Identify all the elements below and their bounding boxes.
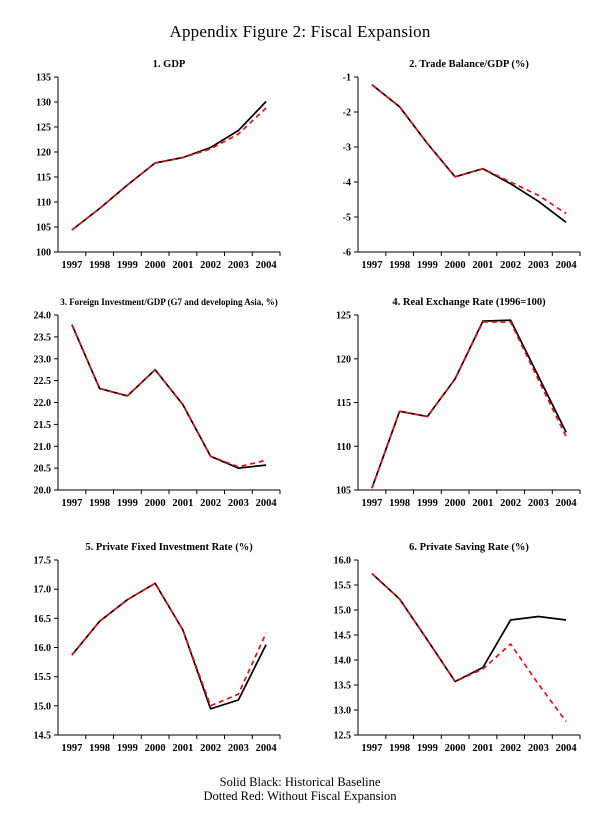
x-tick-label: 2001 [172, 260, 194, 271]
x-tick-label: 2004 [555, 498, 577, 509]
chart-trade-balance [312, 55, 592, 280]
series-line-dashed-red [72, 108, 266, 230]
x-tick-label: 1997 [361, 498, 383, 509]
x-tick-label: 2000 [144, 498, 166, 509]
x-tick-label: 1997 [61, 260, 83, 271]
y-tick-label: 15.0 [33, 701, 51, 713]
y-tick-label: 17.5 [33, 555, 51, 567]
y-tick-label: 17.0 [33, 584, 51, 596]
chart-axes [58, 77, 280, 252]
series-line-solid-black [72, 583, 266, 709]
chart-axes [358, 560, 580, 735]
chart-axes [358, 315, 580, 490]
x-tick-label: 2000 [444, 743, 466, 754]
y-tick-label: 16.5 [33, 613, 51, 625]
y-tick-label: -2 [342, 107, 351, 119]
series-line-dashed-red [372, 574, 566, 722]
y-tick-label: 105 [36, 222, 51, 234]
chart-cell-private-saving [312, 538, 592, 763]
x-tick-label: 2003 [227, 498, 249, 509]
y-tick-label: 125 [336, 310, 351, 322]
y-tick-label: 105 [336, 485, 351, 497]
series-line-solid-black [372, 574, 566, 682]
x-tick-label: 1999 [116, 260, 138, 271]
y-tick-label: 23.0 [33, 354, 51, 366]
y-tick-label: -6 [342, 247, 351, 259]
x-tick-label: 2003 [527, 498, 549, 509]
y-tick-label: 24.0 [33, 310, 51, 322]
y-tick-label: 15.5 [33, 672, 51, 684]
x-tick-label: 1999 [416, 743, 438, 754]
series-line-solid-black [72, 325, 266, 469]
series-line-dashed-red [372, 85, 566, 214]
series-line-dashed-red [72, 583, 266, 706]
chart-title: 3. Foreign Investment/GDP (G7 and developing Asia, %) [60, 297, 278, 307]
series-line-dashed-red [72, 325, 266, 467]
x-tick-label: 1998 [389, 743, 411, 754]
x-tick-label: 2004 [555, 260, 577, 271]
y-tick-label: 110 [36, 197, 51, 209]
x-tick-label: 2002 [200, 498, 222, 509]
y-tick-label: 115 [336, 398, 351, 409]
x-tick-label: 2000 [444, 498, 466, 509]
y-tick-label: 14.5 [33, 730, 51, 742]
y-tick-label: 23.5 [33, 332, 51, 344]
x-tick-label: 2001 [472, 260, 494, 271]
chart-real-exchange-rate [312, 293, 592, 518]
chart-axes [358, 77, 580, 252]
x-tick-label: 2004 [555, 743, 577, 754]
x-tick-label: 1998 [89, 260, 111, 271]
figure-legend [0, 776, 600, 803]
series-line-solid-black [372, 320, 566, 488]
y-tick-label: -5 [342, 212, 351, 224]
chart-axes [58, 560, 280, 735]
series-line-solid-black [372, 85, 566, 223]
x-tick-label: 2004 [255, 260, 277, 271]
y-tick-label: 13.5 [333, 680, 351, 692]
x-tick-label: 1997 [61, 743, 83, 754]
y-tick-label: 15.5 [333, 580, 351, 592]
x-tick-label: 2001 [172, 498, 194, 509]
chart-title: 6. Private Saving Rate (%) [409, 542, 529, 553]
y-tick-label: 130 [36, 97, 51, 109]
x-tick-label: 1999 [116, 743, 138, 754]
series-line-dashed-red [372, 322, 566, 488]
y-tick-label: 12.5 [333, 730, 351, 742]
x-tick-label: 1998 [89, 498, 111, 509]
y-tick-label: 20.0 [33, 485, 51, 497]
chart-title: 1. GDP [152, 59, 186, 70]
x-tick-label: 2000 [144, 260, 166, 271]
y-tick-label: 125 [36, 122, 51, 134]
y-tick-label: 21.5 [33, 419, 51, 431]
y-tick-label: 13.0 [333, 705, 351, 717]
y-tick-label: 120 [36, 147, 51, 159]
y-tick-label: 135 [36, 72, 51, 84]
y-tick-label: 21.0 [33, 441, 51, 453]
x-tick-label: 2003 [227, 260, 249, 271]
x-tick-label: 2003 [227, 743, 249, 754]
x-tick-label: 1999 [416, 260, 438, 271]
chart-cell-private-fixed-investment [12, 538, 292, 763]
y-tick-label: 22.5 [33, 376, 51, 388]
y-tick-label: 15.0 [333, 605, 351, 617]
y-tick-label: 120 [336, 354, 351, 366]
y-tick-label: 16.0 [333, 555, 351, 567]
chart-title: 2. Trade Balance/GDP (%) [409, 59, 529, 70]
x-tick-label: 2000 [444, 260, 466, 271]
y-tick-label: 110 [336, 441, 351, 453]
x-tick-label: 2001 [472, 498, 494, 509]
x-tick-label: 2004 [255, 743, 277, 754]
chart-gdp [12, 55, 292, 280]
y-tick-label: 20.5 [33, 463, 51, 475]
chart-cell-real-exchange-rate [312, 293, 592, 518]
y-tick-label: -1 [342, 72, 351, 84]
x-tick-label: 2004 [255, 498, 277, 509]
x-tick-label: 2002 [200, 743, 222, 754]
x-tick-label: 1999 [116, 498, 138, 509]
y-tick-label: -3 [342, 142, 351, 154]
chart-cell-gdp [12, 55, 292, 280]
y-tick-label: 14.5 [333, 630, 351, 642]
chart-private-fixed-investment [12, 538, 292, 763]
y-tick-label: 14.0 [333, 655, 351, 667]
x-tick-label: 1997 [361, 743, 383, 754]
chart-title: 4. Real Exchange Rate (1996=100) [392, 297, 546, 308]
x-tick-label: 1997 [61, 498, 83, 509]
legend-counterfactual-label: Dotted Red: Without Fiscal Expansion [203, 788, 397, 803]
y-tick-label: 16.0 [33, 643, 51, 654]
x-tick-label: 1997 [361, 260, 383, 271]
y-tick-label: 100 [36, 247, 51, 259]
chart-axes [58, 315, 280, 490]
x-tick-label: 1998 [389, 498, 411, 509]
x-tick-label: 1998 [89, 743, 111, 754]
x-tick-label: 2003 [527, 260, 549, 271]
x-tick-label: 2001 [472, 743, 494, 754]
y-tick-label: 115 [36, 172, 51, 184]
y-tick-label: 22.0 [33, 398, 51, 409]
x-tick-label: 1999 [416, 498, 438, 509]
x-tick-label: 2000 [144, 743, 166, 754]
x-tick-label: 1998 [389, 260, 411, 271]
chart-cell-foreign-investment [12, 293, 292, 518]
x-tick-label: 2003 [527, 743, 549, 754]
x-tick-label: 2002 [500, 260, 522, 271]
x-tick-label: 2002 [500, 498, 522, 509]
chart-title: 5. Private Fixed Investment Rate (%) [85, 542, 253, 553]
series-line-solid-black [72, 102, 266, 231]
legend-baseline-label: Solid Black: Historical Baseline [219, 775, 381, 789]
chart-foreign-investment [12, 293, 292, 518]
x-tick-label: 2002 [200, 260, 222, 271]
x-tick-label: 2001 [172, 743, 194, 754]
chart-cell-trade-balance [312, 55, 592, 280]
x-tick-label: 2002 [500, 743, 522, 754]
figure-title: Appendix Figure 2: Fiscal Expansion [169, 22, 431, 41]
y-tick-label: -4 [342, 177, 351, 189]
chart-private-saving [312, 538, 592, 763]
